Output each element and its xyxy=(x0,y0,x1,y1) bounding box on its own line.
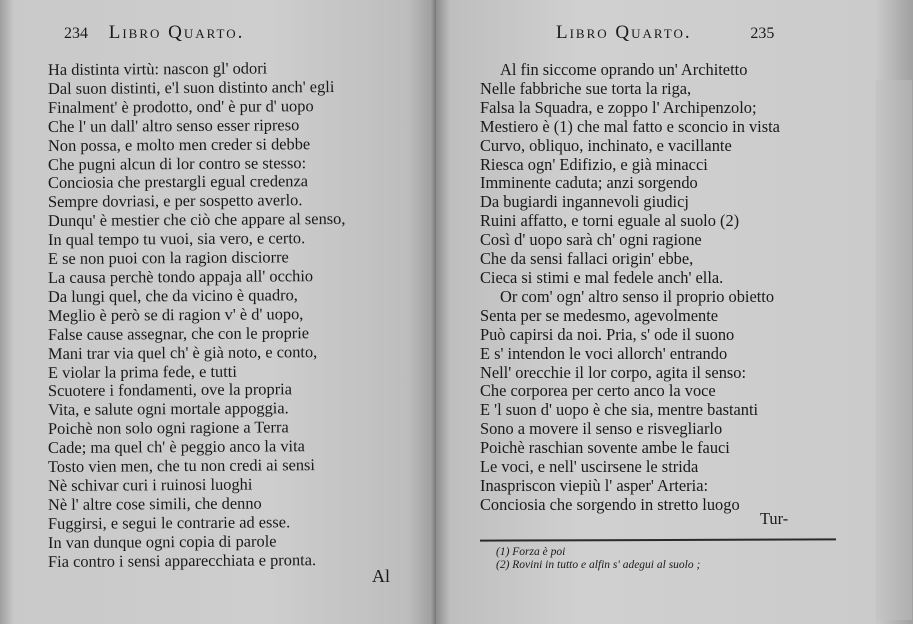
left-page xyxy=(0,0,444,624)
left-catchword: Al xyxy=(372,566,390,586)
verse-line: Fuggirsi, e segui le contrarie ad esse. xyxy=(47,512,291,533)
left-page-number: 234 xyxy=(64,25,88,42)
verse-line: Al fin siccome oprando un' Architetto xyxy=(500,60,748,79)
verse-line: Dunqu' è mestier che ciò che appare al senso, xyxy=(47,209,346,231)
verse-line: Senta per se medesmo, agevolmente xyxy=(480,305,719,325)
verse-line: Curvo, obliquo, inchinato, e vacillante xyxy=(480,135,732,155)
verse-line: E violar la prima fede, e tutti xyxy=(47,361,237,382)
verse-line: Nelle fabbriche sue torta la riga, xyxy=(480,78,692,98)
right-page-text xyxy=(480,61,780,515)
verse-line: Inaspriscon viepiù l' asper' Arteria: xyxy=(480,475,709,495)
right-catchword: Tur- xyxy=(760,509,789,528)
verse-line: Falsa la Squadra, e zoppo l' Archipenzolo; xyxy=(480,97,757,117)
verse-line: Nell' orecchie il lor corpo, agita il senso: xyxy=(480,362,747,382)
left-page-header xyxy=(64,22,244,44)
verse-line: Che corporea per certo anco la voce xyxy=(480,381,716,401)
footnote: (1) Forza è poi xyxy=(496,546,566,558)
verse-line: Che pugni alcun di lor contro se stesso: xyxy=(47,152,307,174)
left-running-head: Libro Quarto. xyxy=(108,22,245,43)
verse-line: Vita, e salute ogni mortale appoggia. xyxy=(47,398,289,420)
verse-line: Poichè raschian sovente ambe le fauci xyxy=(480,438,730,458)
footnotes xyxy=(496,546,700,572)
verse-line: Sempre dovriasi, e per sospetto averlo. xyxy=(47,190,303,212)
verse-line: Che da sensi fallaci origin' ebbe, xyxy=(480,249,694,269)
verse-line: Imminente caduta; anzi sorgendo xyxy=(480,173,698,193)
verse-line: E se non puoi con la ragion disciorre xyxy=(47,247,289,269)
verse-line: Mestiero è (1) che mal fatto e sconcio in vista xyxy=(480,116,780,136)
verse-line: Sono a movere il senso e risvegliarlo xyxy=(480,419,723,439)
verse-line: Riesca ogn' Edifizio, e già minacci xyxy=(480,154,708,174)
verse-line: Le voci, e nell' uscirsene le strida xyxy=(480,457,699,477)
verse-line: In qual tempo tu vuoi, sia vero, e certo. xyxy=(47,228,306,250)
verse-line: Dal suon distinti, e'l suon distinto anch' egli xyxy=(47,76,335,98)
verse-line: Cade; ma quel ch' è peggio anco la vita xyxy=(47,436,305,458)
verse-line: Da lungi quel, che da vicino è quadro, xyxy=(47,285,298,306)
right-page-header xyxy=(556,22,774,44)
verse-line: Da bugiardi ingannevoli giudicj xyxy=(480,192,689,212)
verse-line: Meglio è però se di ragion v' è d' uopo, xyxy=(47,303,304,325)
verse-line: Nè schivar curi i ruinosi luoghi xyxy=(47,474,253,495)
verse-line: Poichè non solo ogni ragione a Terra xyxy=(47,417,289,439)
verse-line: E s' intendon le voci allorch' entrando xyxy=(480,343,728,363)
next-page-edge xyxy=(876,80,912,620)
verse-line: Non possa, e molto men creder si debbe xyxy=(47,133,311,155)
verse-line: Così d' uopo sarà ch' ogni ragione xyxy=(480,230,702,250)
verse-line: Ruini affatto, e torni eguale al suolo (2) xyxy=(480,211,740,231)
verse-line: Tosto vien men, che tu non credi ai sensi xyxy=(47,455,316,477)
footnote-rule xyxy=(480,538,836,541)
verse-line: Ha distinta virtù: nascon gl' odori xyxy=(47,58,268,79)
right-page xyxy=(436,0,913,624)
verse-line: Conciosia che sorgendo in stretto luogo xyxy=(480,494,740,514)
right-running-head: Libro Quarto. xyxy=(556,22,692,43)
verse-line: Che l' un dall' altro senso esser ripreso xyxy=(47,114,300,136)
verse-line: E 'l suon d' uopo è che sia, mentre bastanti xyxy=(480,400,759,420)
verse-line: In van dunque ogni copia di parole xyxy=(47,531,277,552)
verse-line: False cause assegnar, che con le proprie xyxy=(47,322,310,344)
verse-line: Può capirsi da noi. Pria, s' ode il suono xyxy=(480,324,735,344)
left-page-text xyxy=(47,58,346,571)
verse-line: Mani trar via quel ch' è già noto, e conto, xyxy=(47,341,318,363)
verse-line: Scuotere i fondamenti, ove la propria xyxy=(47,379,293,401)
verse-line: Nè l' altre cose simili, che denno xyxy=(47,493,262,514)
verse-line: Finalment' è prodotto, ond' è pur d' uopo xyxy=(47,95,314,117)
verse-line: Fia contro i sensi apparecchiata e pronta. xyxy=(47,549,317,571)
verse-line: La causa perchè tondo appaja all' occhio xyxy=(47,266,314,287)
verse-line: Cieca si stimi e mal fedele anch' ella. xyxy=(480,267,724,287)
verse-line: Conciosia che prestargli egual credenza xyxy=(47,171,309,193)
verse-line: Or com' ogn' altro senso il proprio obietto xyxy=(500,286,775,306)
footnote: (2) Rovini in tutto e alfin s' adegui al suolo ; xyxy=(496,559,701,571)
right-page-number: 235 xyxy=(750,25,775,42)
